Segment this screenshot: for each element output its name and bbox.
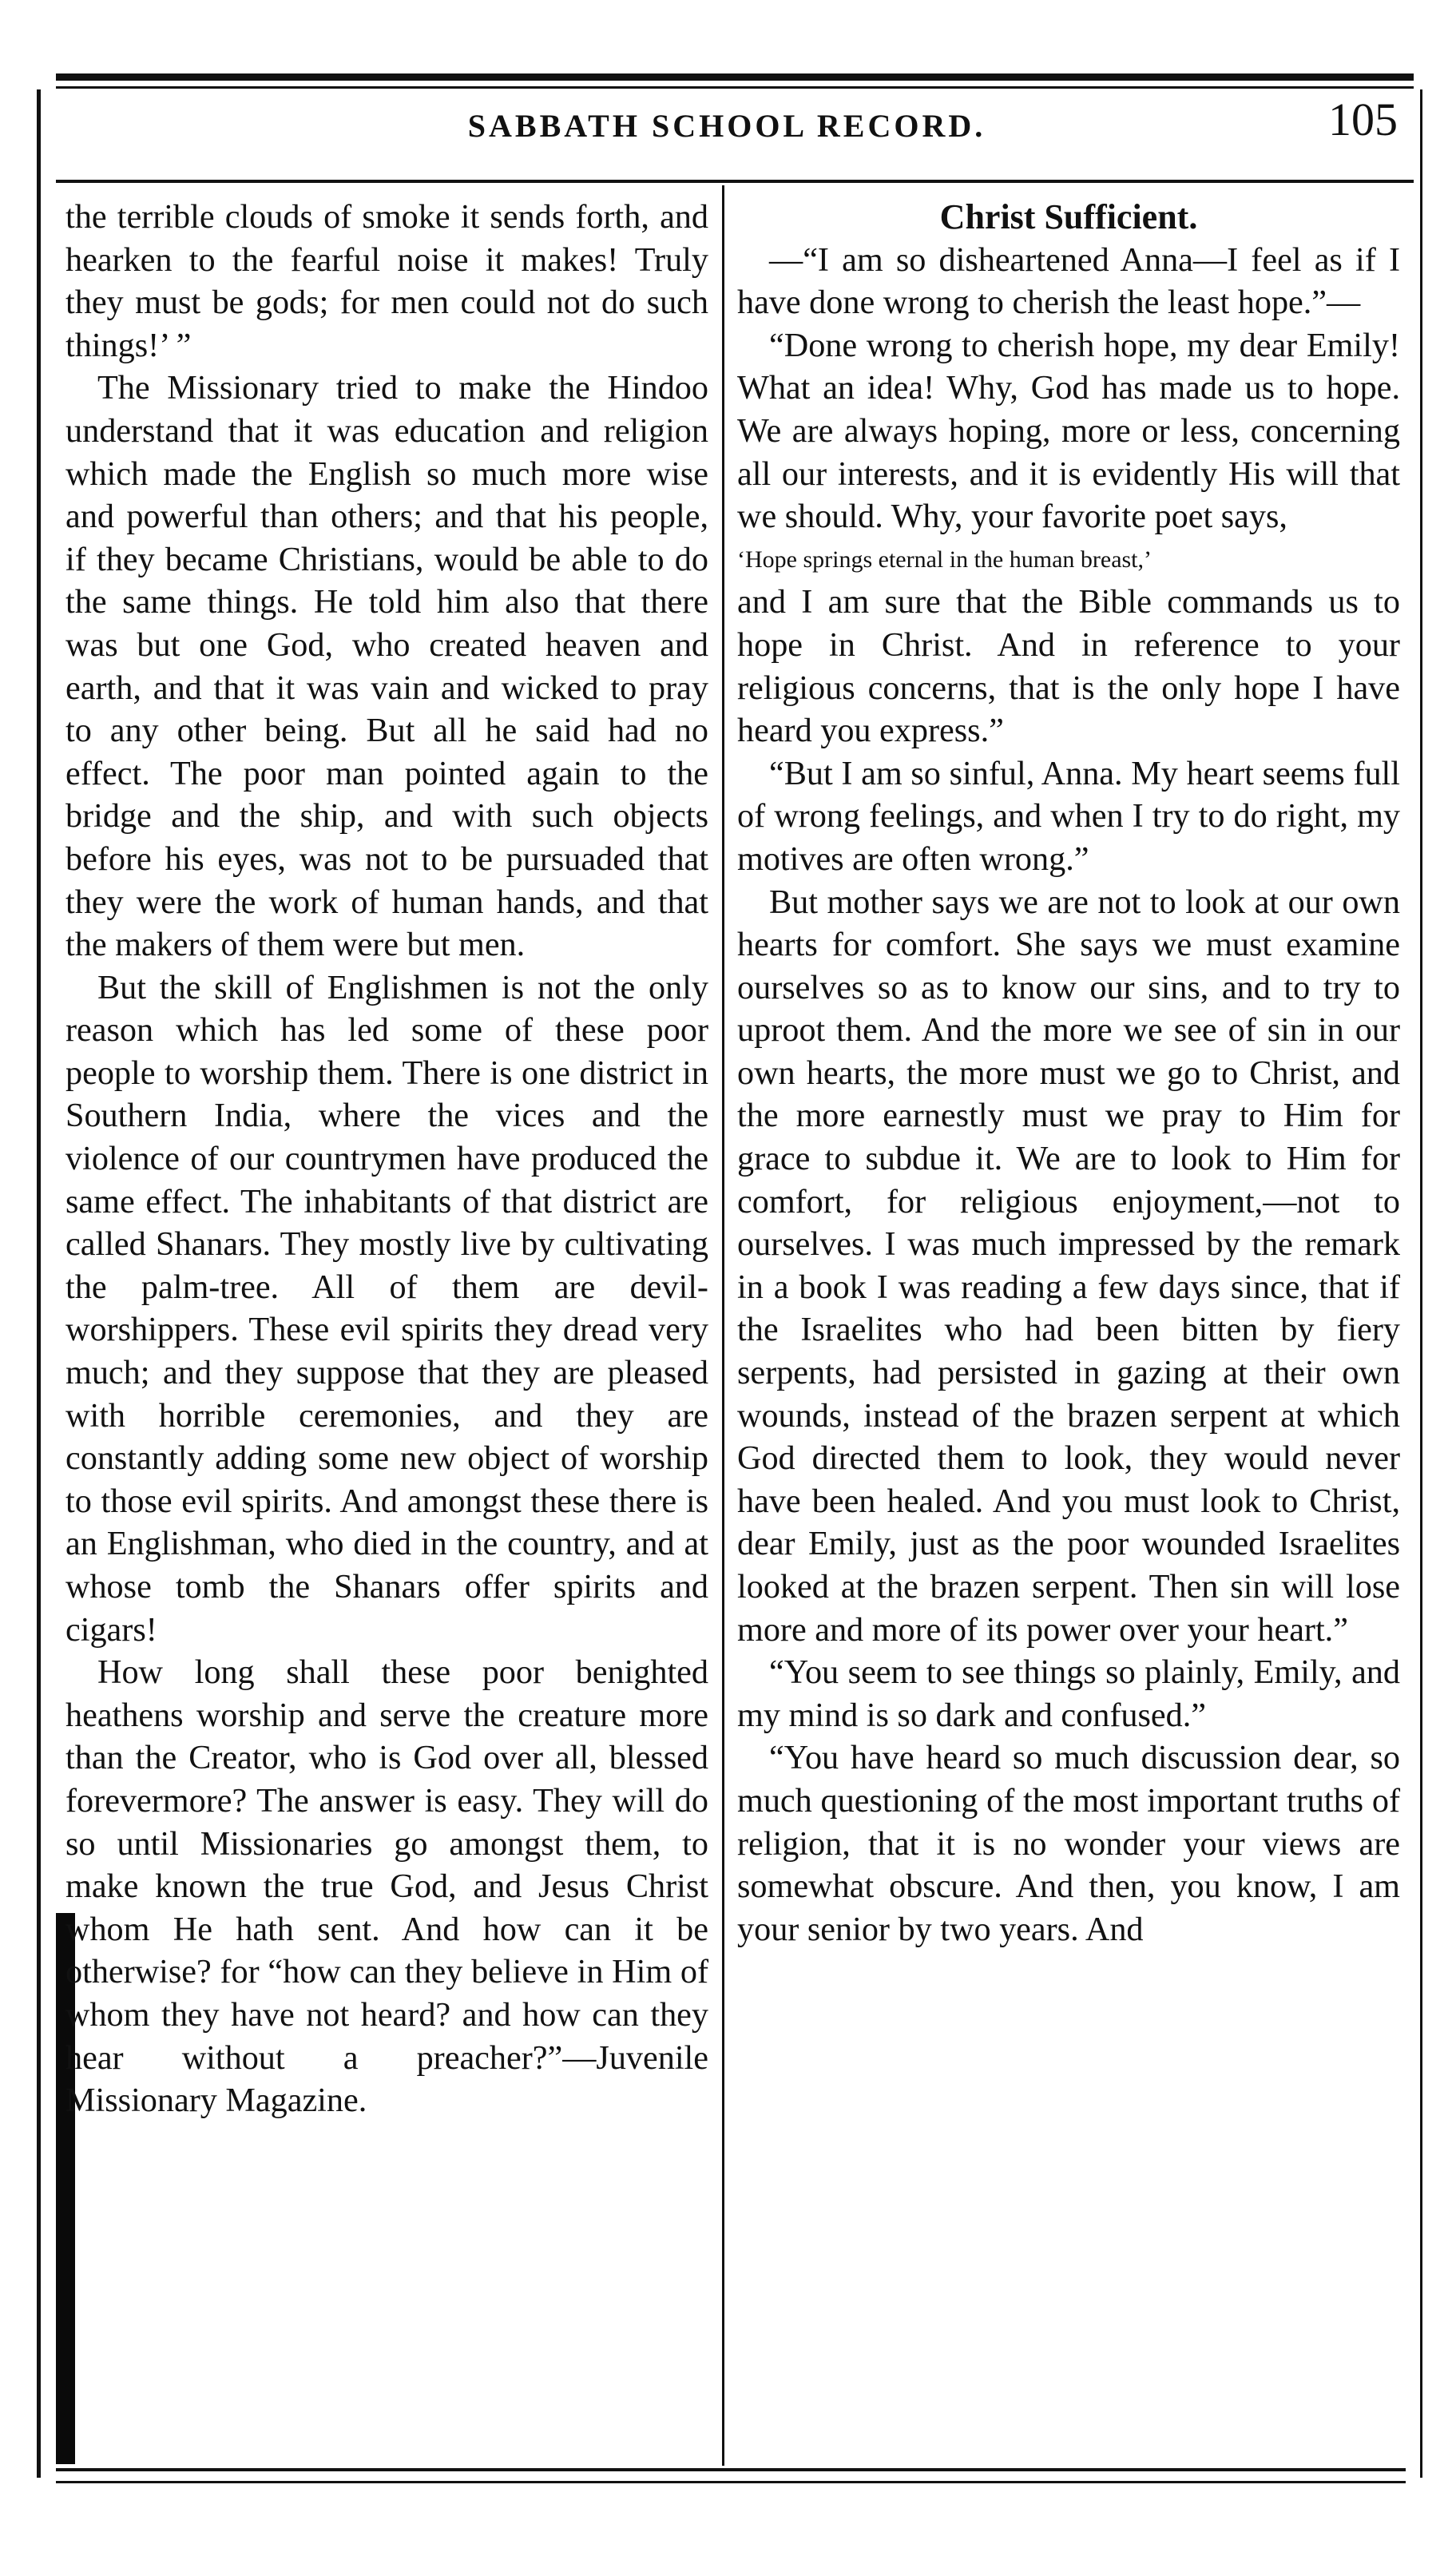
left-paragraph-4: How long shall these poor benighted heathens worship and serve the creature more than the Creator, who is God over all, blessed forevermore? The answer is easy. They will do so until Missionaries go amongst them, to make known the true God, and Jesus Christ whom He hath sent. And how can it be otherwise? for “how can they believe in Him of whom they have not heard? and how can they hear without a preacher?”—Juvenile Missionary Magazine. <box>65 1653 708 2120</box>
bottom-double-rule-thin <box>56 2481 1406 2483</box>
article-title: Christ Sufficient. <box>939 197 1198 236</box>
left-paragraph-2: The Missionary tried to make the Hindoo understand that it was education and religion which made the English so much more wise and powerful than others; and that his people, if they became Christians, would be able to do the same things. He told him also that there was but one God, who created heaven and earth, and that it was vain and wicked to pray to any other being. But all he said had no effect. The poor man pointed again to the bridge and the ship, and with such objects before his eyes, was not to be pursuaded that they were the work of human hands, and that the makers of them were but men. <box>65 369 708 964</box>
right-paragraph-6: “You seem to see things so plainly, Emily, and my mind is so dark and confused.” <box>737 1653 1400 1734</box>
left-paragraph-3: But the skill of Englishmen is not the only reason which has led some of these poor people to worship them. There is one district in Southern India, where the vices and the violence of our countrymen have produced the same effect. The inhabitants of that district are called Shanars. They mostly live by cultivating the palm-tree. All of them are devil-worshippers. These evil spirits they dread very much; and they suppose that they are pleased with horrible ceremonies, and they are constantly adding some new object of worship to those evil spirits. And amongst these there is an Englishman, who died in the country, and at whose tomb the Shanars offer spirits and cigars! <box>65 968 708 1649</box>
right-paragraph-3: and I am sure that the Bible commands us to hope in Christ. And in reference to your religious concerns, that is the only hope I have heard you express.” <box>737 583 1400 750</box>
left-paragraph-1: the terrible clouds of smoke it sends forth, and hearken to the fearful noise it makes! Truly they must be gods; for men could not do such things!’ ” <box>65 198 708 364</box>
left-border-rule <box>37 89 41 2478</box>
right-paragraph-5: But mother says we are not to look at our own hearts for comfort. She says we must examine ourselves so as to know our sins, and to try to uproot them. And the more we see of sin in our own hearts, the more must we go to Christ, and the more earnestly must we pray to Him for grace to subdue it. We are to look to Him for comfort, for religious enjoyment,—not to ourselves. I was much impressed by the remark in a book I was reading a few days since, that if the Israelites who had been bitten by fiery serpents, had persisted in gazing at their own wounds, instead of the brazen serpent at which God directed them to look, they would never have been healed. And you must look to Christ, dear Emily, just as the poor wounded Israelites looked at the brazen serpent. Then sin will lose more and more of its power over your heart.” <box>737 883 1400 1649</box>
top-double-rule-thick <box>56 73 1414 81</box>
right-paragraph-2: “Done wrong to cherish hope, my dear Emily! What an idea! Why, God has made us to hope. We are always hoping, more or less, concerning all our interests, and it is evidently His will that we should. Why, your favorite poet says, <box>737 326 1400 536</box>
page-number: 105 <box>1328 93 1398 145</box>
header-rule <box>56 180 1414 183</box>
column-divider <box>722 185 724 2466</box>
bottom-double-rule-thick <box>56 2468 1406 2471</box>
right-paragraph-4: “But I am so sinful, Anna. My heart seems full of wrong feelings, and when I try to do right, my motives are often wrong.” <box>737 754 1400 878</box>
right-paragraph-1: —“I am so disheartened Anna—I feel as if I have done wrong to cherish the least hope.”— <box>737 240 1400 322</box>
top-double-rule-thin <box>56 86 1414 89</box>
quoted-verse: ‘Hope springs eternal in the human breast,’ <box>737 546 1153 573</box>
right-paragraph-7: “You have heard so much discussion dear, so much questioning of the most important truths of religion, that it is no wonder your views are somewhat obscure. And then, you know, I am your senior by two years. And <box>737 1739 1400 1948</box>
running-title: SABBATH SCHOOL RECORD. <box>467 108 986 144</box>
right-border-rule <box>1420 89 1422 2478</box>
right-column <box>737 196 1400 1951</box>
left-column <box>65 196 708 2122</box>
